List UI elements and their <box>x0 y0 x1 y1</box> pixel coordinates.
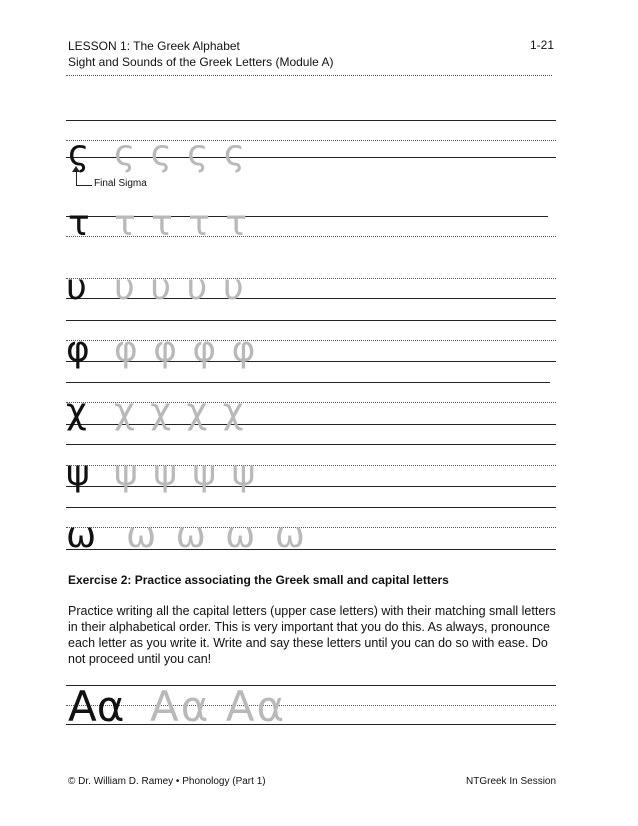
header-rule <box>66 75 552 76</box>
letter-upsilon-trace: υ υ υ υ <box>114 267 246 308</box>
letter-phi-trace: φ φ φ φ <box>114 329 258 370</box>
letter-final-sigma-trace: ς ς ς ς <box>114 133 247 174</box>
guide-line <box>66 724 556 725</box>
letter-tau-model: τ <box>68 203 90 244</box>
letter-psi-trace: ψ ψ ψ ψ <box>114 453 258 494</box>
page-header <box>68 38 334 70</box>
guide-line <box>66 705 556 706</box>
letter-omega-model: ω <box>66 515 97 556</box>
letter-omega-trace: ω ω ω ω <box>126 515 309 556</box>
letter-alpha-pair-trace: Αα Αα <box>150 682 287 731</box>
guide-line <box>66 507 556 508</box>
guide-line <box>66 382 550 383</box>
guide-line <box>66 320 556 321</box>
letter-chi-trace: χ χ χ χ <box>114 391 246 432</box>
lesson-subtitle: Sight and Sounds of the Greek Letters (Module A) <box>68 55 334 69</box>
lesson-title: LESSON 1: The Greek Alphabet <box>68 39 240 53</box>
letter-psi-model: ψ <box>66 453 90 494</box>
letter-final-sigma-model: ς <box>68 133 90 174</box>
footer-author: © Dr. William D. Ramey • Phonology (Part 1) <box>68 776 266 787</box>
exercise-instructions: Practice writing all the capital letters (upper case letters) with their matching small letters in their alphabetical order. This is very important that you do this. As always, pronounce each letter as you write it. Write and say these letters until you can do so with ease. Do not proceed until you can! <box>68 604 556 666</box>
letter-phi-model: φ <box>66 329 90 370</box>
exercise-title: Exercise 2: Practice associating the Greek small and capital letters <box>68 573 449 587</box>
final-sigma-label: Final Sigma <box>94 178 147 189</box>
arrow-line <box>76 185 92 186</box>
page-number: 1-21 <box>530 38 555 52</box>
letter-alpha-pair-model: Αα <box>68 682 125 731</box>
arrow-line <box>76 168 77 185</box>
guide-line <box>66 685 556 686</box>
guide-line <box>66 444 556 445</box>
footer-publisher: NTGreek In Session <box>466 776 557 787</box>
guide-line <box>66 120 556 121</box>
letter-upsilon-model: υ <box>66 267 87 308</box>
letter-tau-trace: τ τ τ τ <box>114 203 250 244</box>
letter-chi-model: χ <box>66 391 87 432</box>
